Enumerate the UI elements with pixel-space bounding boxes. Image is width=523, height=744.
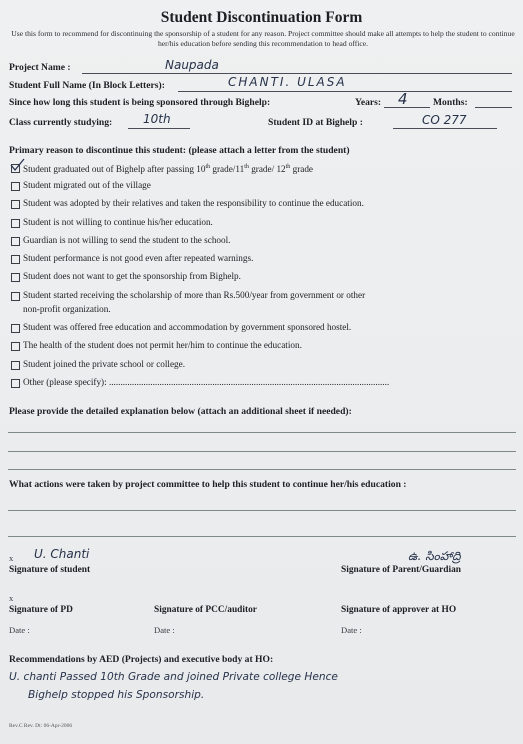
reason-9: Student was offered free education and accommodation by government sponsored hostel. bbox=[23, 322, 352, 332]
months-label: Months: bbox=[433, 97, 468, 108]
reason-4: Student is not willing to continue his/her education. bbox=[23, 217, 213, 227]
years-label: Years: bbox=[355, 97, 382, 108]
reason-6: Student performance is not good even after repeated warnings. bbox=[23, 253, 254, 263]
student-name-label: Student Full Name (In Block Letters): bbox=[9, 80, 165, 91]
recommendations-value-line-1[interactable]: U. chanti Passed 10th Grade and joined Private college Hence bbox=[9, 671, 338, 683]
reason-2: Student migrated out of the village bbox=[23, 180, 151, 190]
student-signature-value[interactable]: U. Chanti bbox=[34, 547, 90, 561]
actions-line-1[interactable] bbox=[8, 510, 516, 511]
reason-5: Guardian is not willing to send the student to the school. bbox=[23, 235, 231, 245]
reason-1-text-b: grade/11 bbox=[210, 164, 245, 175]
reason-checkbox-5[interactable] bbox=[11, 237, 20, 246]
years-value[interactable]: 4 bbox=[398, 90, 408, 108]
reason-12: Other (please specify): .......................................................................................................................... bbox=[23, 377, 390, 387]
reason-checkbox-11[interactable] bbox=[11, 361, 20, 370]
reason-3: Student was adopted by their relatives and taken the responsibility to continue the education. bbox=[23, 198, 364, 208]
class-underline bbox=[128, 128, 190, 129]
parent-signature-value[interactable]: ఉ. సింహాద్రి bbox=[408, 549, 461, 563]
class-label: Class currently studying: bbox=[9, 117, 113, 128]
revision-footer: Rev.C Rev. Dt: 06-Apr-2006 bbox=[9, 723, 73, 729]
primary-reason-heading: Primary reason to discontinue this student: (please attach a letter from the student) bbox=[9, 145, 350, 156]
reason-checkbox-2[interactable] bbox=[11, 182, 20, 191]
form-title: Student Discontinuation Form bbox=[160, 9, 363, 26]
explanation-line-3[interactable] bbox=[8, 469, 516, 470]
reason-1 bbox=[23, 162, 313, 175]
reason-8: Student started receiving the scholarship of more than Rs.500/year from government or other bbox=[23, 290, 366, 300]
pd-date-label: Date : bbox=[9, 625, 30, 635]
approver-date-label: Date : bbox=[341, 625, 362, 635]
student-id-underline bbox=[393, 128, 497, 129]
reason-checkbox-10[interactable] bbox=[11, 342, 20, 351]
reason-1-sup-1: th bbox=[205, 164, 211, 170]
since-label: Since how long this student is being sponsored through Bighelp: bbox=[9, 97, 271, 108]
student-name-underline bbox=[178, 91, 512, 92]
student-signature-label: Signature of student bbox=[9, 565, 91, 575]
reason-1-sup-3: th bbox=[285, 164, 291, 170]
reason-1-sup-2: th bbox=[244, 164, 249, 170]
project-name-label: Project Name : bbox=[9, 62, 71, 73]
reason-1-text-d: grade bbox=[290, 164, 314, 175]
form-intro: Use this form to recommend for discontinuing the sponsorship of a student for any reason. Project committee should make all attempts to help the student to continue her/his education before sending this recommendation to head office. bbox=[11, 29, 515, 48]
pd-sig-x: x bbox=[9, 593, 14, 603]
pcc-signature-label: Signature of PCC/auditor bbox=[154, 605, 257, 615]
class-value[interactable]: 10th bbox=[143, 112, 171, 126]
recommendations-label: Recommendations by AED (Projects) and executive body at HO: bbox=[9, 654, 274, 665]
reason-checkbox-6[interactable] bbox=[11, 255, 20, 264]
reason-8-continued: non-profit organization. bbox=[23, 304, 111, 314]
pcc-date-label: Date : bbox=[154, 625, 175, 635]
student-id-value[interactable]: CO 277 bbox=[422, 113, 467, 127]
reason-checkbox-7[interactable] bbox=[11, 273, 20, 282]
project-name-value[interactable]: Naupada bbox=[165, 58, 219, 72]
student-id-label: Student ID at Bighelp : bbox=[268, 117, 363, 128]
parent-signature-label: Signature of Parent/Guardian bbox=[341, 565, 461, 575]
pd-signature-label: Signature of PD bbox=[9, 605, 73, 615]
reason-10: The health of the student does not permit her/him to continue the education. bbox=[23, 340, 302, 350]
explanation-label: Please provide the detailed explanation below (attach an additional sheet if needed): bbox=[9, 406, 352, 417]
explanation-line-2[interactable] bbox=[8, 451, 516, 452]
approver-signature-label: Signature of approver at HO bbox=[341, 605, 457, 615]
explanation-line-1[interactable] bbox=[8, 432, 516, 433]
actions-line-2[interactable] bbox=[8, 536, 516, 537]
student-name-value[interactable]: CHANTI. ULASA bbox=[228, 75, 347, 89]
recommendations-value-line-2[interactable]: Bighelp stopped his Sponsorship. bbox=[28, 689, 205, 701]
reason-checkbox-4[interactable] bbox=[11, 219, 20, 228]
reason-7: Student does not want to get the sponsorship from Bighelp. bbox=[23, 271, 241, 281]
reason-11: Student joined the private school or college. bbox=[23, 359, 186, 369]
actions-label: What actions were taken by project committee to help this student to continue her/his education : bbox=[9, 479, 407, 490]
student-sig-x: x bbox=[9, 553, 14, 563]
reason-1-text-a: Student graduated out of Bighelp after passing 10 bbox=[23, 164, 206, 175]
reason-checkbox-12[interactable] bbox=[11, 379, 20, 388]
reason-checkbox-8[interactable] bbox=[11, 292, 20, 301]
reason-checkbox-3[interactable] bbox=[11, 200, 20, 209]
project-name-underline bbox=[82, 73, 512, 74]
months-underline bbox=[475, 107, 512, 108]
reason-1-text-c: grade/ 12 bbox=[248, 164, 286, 175]
reason-checkbox-9[interactable] bbox=[11, 324, 20, 333]
